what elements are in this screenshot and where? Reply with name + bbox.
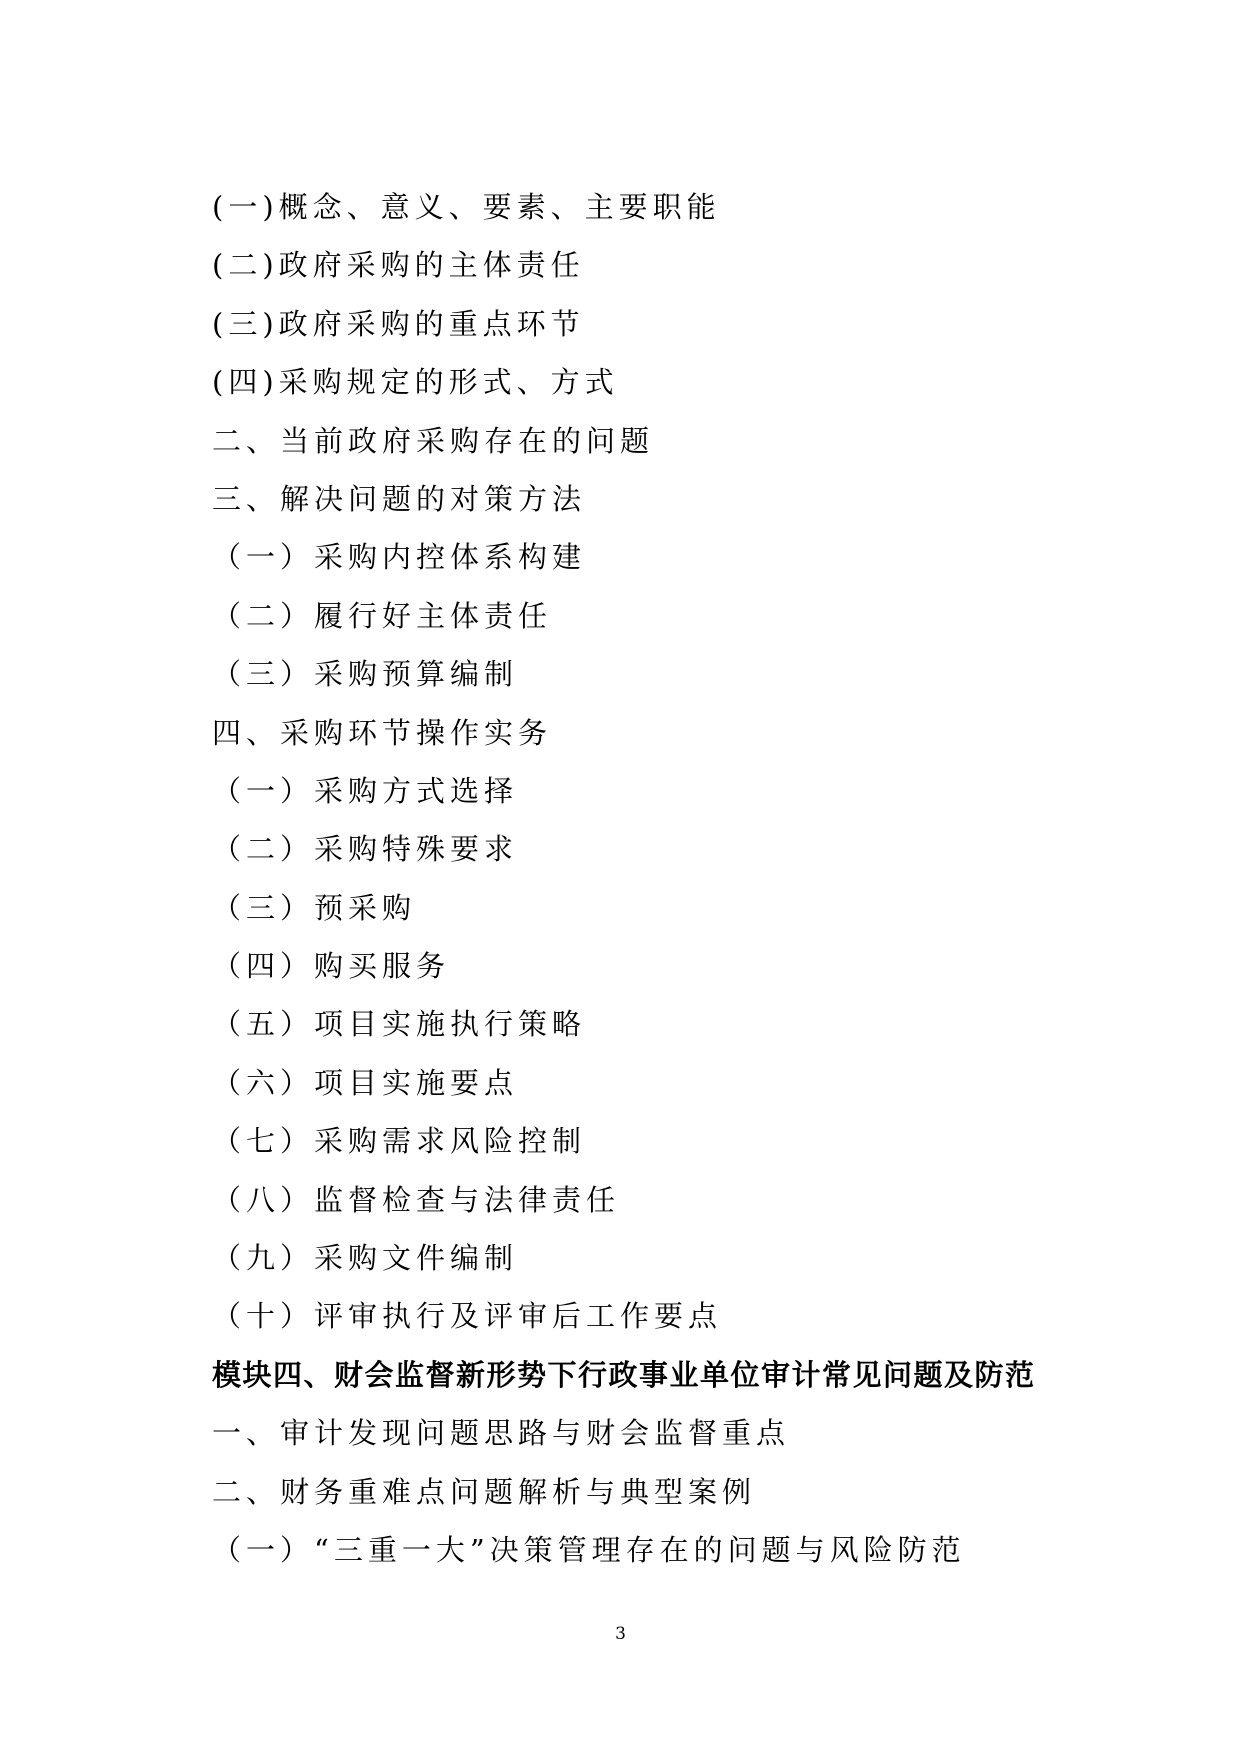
module-heading: 模块四、财会监督新形势下行政事业单位审计常见问题及防范 — [212, 1357, 1036, 1392]
outline-line: （一）“三重一大”决策管理存在的问题与风险防范 — [212, 1532, 966, 1567]
outline-line: （六）项目实施要点 — [212, 1065, 519, 1100]
outline-line: (一)概念、意义、要素、主要职能 — [212, 190, 721, 224]
outline-line: （一）采购方式选择 — [212, 773, 519, 808]
outline-line: （七）采购需求风险控制 — [212, 1124, 587, 1159]
outline-line: （二）采购特殊要求 — [212, 832, 519, 867]
outline-line: （二）履行好主体责任 — [212, 598, 553, 633]
course-outline — [212, 185, 1072, 1586]
outline-line: 四、采购环节操作实务 — [212, 715, 553, 750]
page-number: 3 — [615, 1624, 626, 1644]
outline-line: （九）采购文件编制 — [212, 1241, 519, 1276]
outline-line: （三）预采购 — [212, 890, 417, 925]
outline-line: （十）评审执行及评审后工作要点 — [212, 1299, 723, 1334]
outline-line: (三)政府采购的重点环节 — [212, 306, 585, 341]
outline-line: 三、解决问题的对策方法 — [212, 481, 587, 516]
outline-line: （四）购买服务 — [212, 949, 451, 984]
outline-line: （八）监督检查与法律责任 — [212, 1182, 621, 1217]
outline-line: （五）项目实施执行策略 — [212, 1007, 587, 1042]
outline-line: 二、财务重难点问题解析与典型案例 — [212, 1474, 757, 1509]
outline-line: （一）采购内控体系构建 — [212, 540, 587, 575]
outline-line: （三）采购预算编制 — [212, 657, 519, 692]
outline-line: 二、当前政府采购存在的问题 — [212, 423, 655, 458]
outline-line: (四)采购规定的形式、方式 — [212, 365, 619, 400]
outline-line: 一、审计发现问题思路与财会监督重点 — [212, 1416, 791, 1451]
outline-line: (二)政府采购的主体责任 — [212, 248, 585, 283]
